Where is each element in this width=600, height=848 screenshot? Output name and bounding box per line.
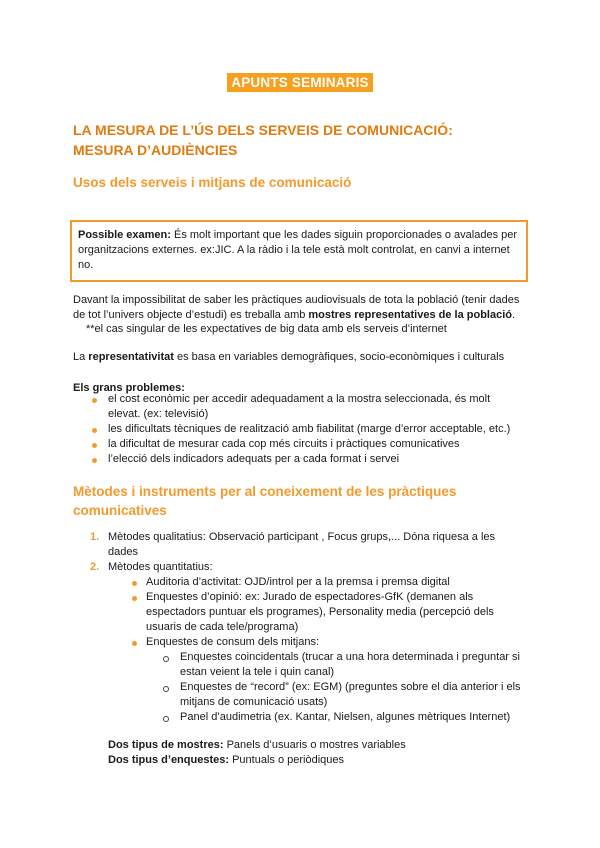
list-item: Enquestes de “record” (ex: EGM) (preguntes sobre el dia anterior i els mitjans de comunicació usats) xyxy=(180,681,521,708)
exam-note-box xyxy=(70,220,528,282)
list-item: les dificultats tècniques de realització amb fiabilitat (marge d’error acceptable, etc.) xyxy=(108,423,511,435)
bullet-dot xyxy=(92,458,97,463)
main-heading: LA MESURA DE L’ÚS DELS SERVEIS DE COMUNICACIÓ: MESURA D’AUDIÈNCIES xyxy=(73,122,453,158)
bullet-dot xyxy=(132,596,137,601)
list-item: la dificultat de mesurar cada cop més circuits i pràctiques comunicatives xyxy=(108,438,460,450)
bullet-dot xyxy=(92,443,97,448)
list-item: Enquestes de consum dels mitjans: xyxy=(146,636,320,648)
method-item-quantitatius: Mètodes quantitatius: xyxy=(108,561,213,573)
bullet-circle xyxy=(163,656,169,662)
section-heading-usos: Usos dels serveis i mitjans de comunicació xyxy=(73,175,352,190)
survey-types: Dos tipus d’enquestes: Puntuals o periòdiques xyxy=(108,754,344,766)
list-item: el cost econòmic per accedir adequadament a la mostra seleccionada, és molt elevat. (ex: televisió) xyxy=(108,393,491,420)
exam-note-text: Possible examen: És molt important que les dades siguin proporcionades o avalades per organitzacions externes. ex:JIC. A la ràdio i la tele està molt controlat, en canvi a internet no. xyxy=(78,229,518,271)
method-item-qualitatius: Mètodes qualitatius: Observació participant , Focus grups,... Dóna riquesa a les dades xyxy=(108,531,496,558)
bullet-dot xyxy=(132,641,137,646)
section-heading-metodes: Mètodes i instruments per al coneixement de les pràctiques comunicatives xyxy=(73,484,457,518)
problems-title: Els grans problemes: xyxy=(73,382,185,394)
list-number: 1. xyxy=(90,531,100,543)
list-item: l’elecció dels indicadors adequats per a cada format i servei xyxy=(108,453,400,465)
bullet-dot xyxy=(132,581,137,586)
bullet-dot xyxy=(92,428,97,433)
list-item: Enquestes d’opinió: ex: Jurado de espectadores-GfK (demanen als espectadors puntuar els programes), Personality media (percepció dels usuaris de cada tele/programa) xyxy=(146,591,494,633)
bullet-circle xyxy=(163,686,169,692)
paragraph-representativitat: La representativitat es basa en variables demogràfiques, socio-econòmiques i culturals xyxy=(73,351,505,363)
note-big-data: **el cas singular de les expectatives de big data amb els serveis d’internet xyxy=(86,323,447,335)
list-item: Panel d’audimetria (ex. Kantar, Nielsen, algunes mètriques Internet) xyxy=(180,711,511,723)
samples-types: Dos tipus de mostres: Panels d’usuaris o mostres variables xyxy=(108,739,406,751)
list-number: 2. xyxy=(90,561,100,573)
document-title: APUNTS SEMINARIS xyxy=(227,73,372,92)
bullet-dot xyxy=(92,398,97,403)
list-item: Auditoria d’activitat: OJD/introl per a la premsa i premsa digital xyxy=(146,576,450,588)
bullet-circle xyxy=(163,716,169,722)
list-item: Enquestes coincidentals (trucar a una hora determinada i preguntar si estan veient la tele i quin canal) xyxy=(180,651,520,678)
paragraph-mostres: Davant la impossibilitat de saber les pràctiques audiovisuals de tota la població (tenir dades de tot l’univers objecte d’estudi) es treballa amb mostres representatives de la població. xyxy=(73,294,520,321)
